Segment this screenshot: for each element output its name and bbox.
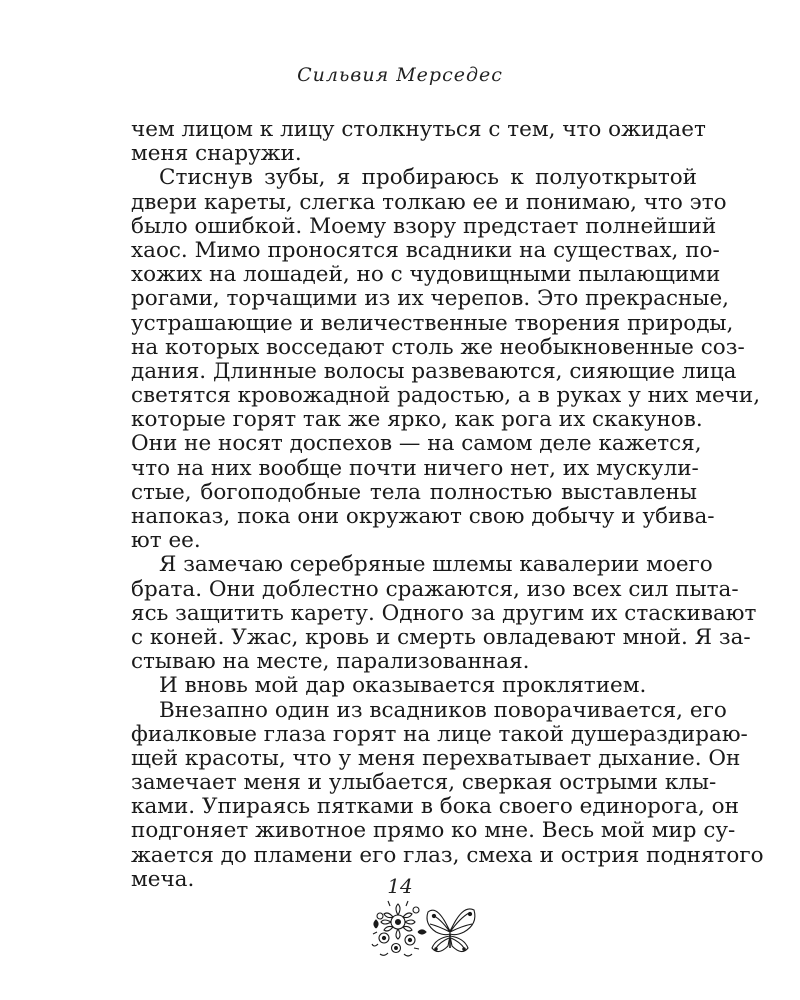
text-line: И вновь мой дар оказывается проклятием. [159,673,647,699]
text-line: Они не носят доспехов — на самом деле кажется, [131,431,702,457]
text-line: замечает меня и улыбается, сверкая острыми клы- [131,770,717,796]
text-line: жается до пламени его глаз, смеха и острия поднятого [131,842,764,868]
text-line: подгоняет животное прямо ко мне. Весь мой мир су- [131,818,736,844]
text-line: фиалковые глаза горят на лице такой душераздираю- [131,721,748,747]
text-line: меня снаружи. [131,141,302,167]
text-line: ют ее. [131,528,201,554]
text-line: что на них вообще почти ничего нет, их мускули- [131,455,699,481]
text-line: Я замечаю серебряные шлемы кавалерии моего [159,552,713,578]
text-line: стываю на месте, парализованная. [131,649,530,675]
flowers-butterfly-icon [370,898,480,960]
text-line: стые, богоподобные тела полностью выставлены [131,479,697,505]
text-line: чем лицом к лицу столкнуться с тем, что ожидает [131,117,706,142]
body-text [131,117,764,892]
text-line: ясь защитить карету. Одного за другим их стаскивают [131,600,757,626]
text-line: рогами, торчащими из их черепов. Это прекрасные, [131,286,730,312]
text-line: ками. Упираясь пятками в бока своего единорога, он [131,794,739,820]
text-line: светятся кровожадной радостью, а в руках у них мечи, [131,383,761,409]
text-line: напоказ, пока они окружают свою добычу и убива- [131,504,715,529]
text-line: было ошибкой. Моему взору предстает полнейший [131,213,717,239]
text-line: щей красоты, что у меня перехватывает дыхание. Он [131,745,741,771]
text-line: двери кареты, слегка толкаю ее и понимаю, что это [131,189,727,215]
text-line: меча. [131,866,195,892]
text-line: на которых восседают столь же необыкновенные соз- [131,334,745,360]
text-line: которые горят так же ярко, как рога их скакунов. [131,407,703,433]
text-line: брата. Они доблестно сражаются, изо всех сил пыта- [131,576,739,602]
running-header-author: Сильвия Мерседес [297,64,503,86]
text-line: с коней. Ужас, кровь и смерть овладевают мной. Я за- [131,624,751,650]
page-number: 14 [387,874,413,898]
text-line: хаос. Мимо проносятся всадники на существах, по- [131,237,720,263]
text-line: дания. Длинные волосы развеваются, сияющие лица [131,358,737,384]
text-line: Внезапно один из всадников поворачивается, его [159,697,727,723]
text-line: Стиснув зубы, я пробираюсь к полуоткрытой [159,165,697,191]
text-line: хожих на лошадей, но с чудовищными пылающими [131,262,721,288]
text-line: устрашающие и величественные творения природы, [131,310,734,336]
